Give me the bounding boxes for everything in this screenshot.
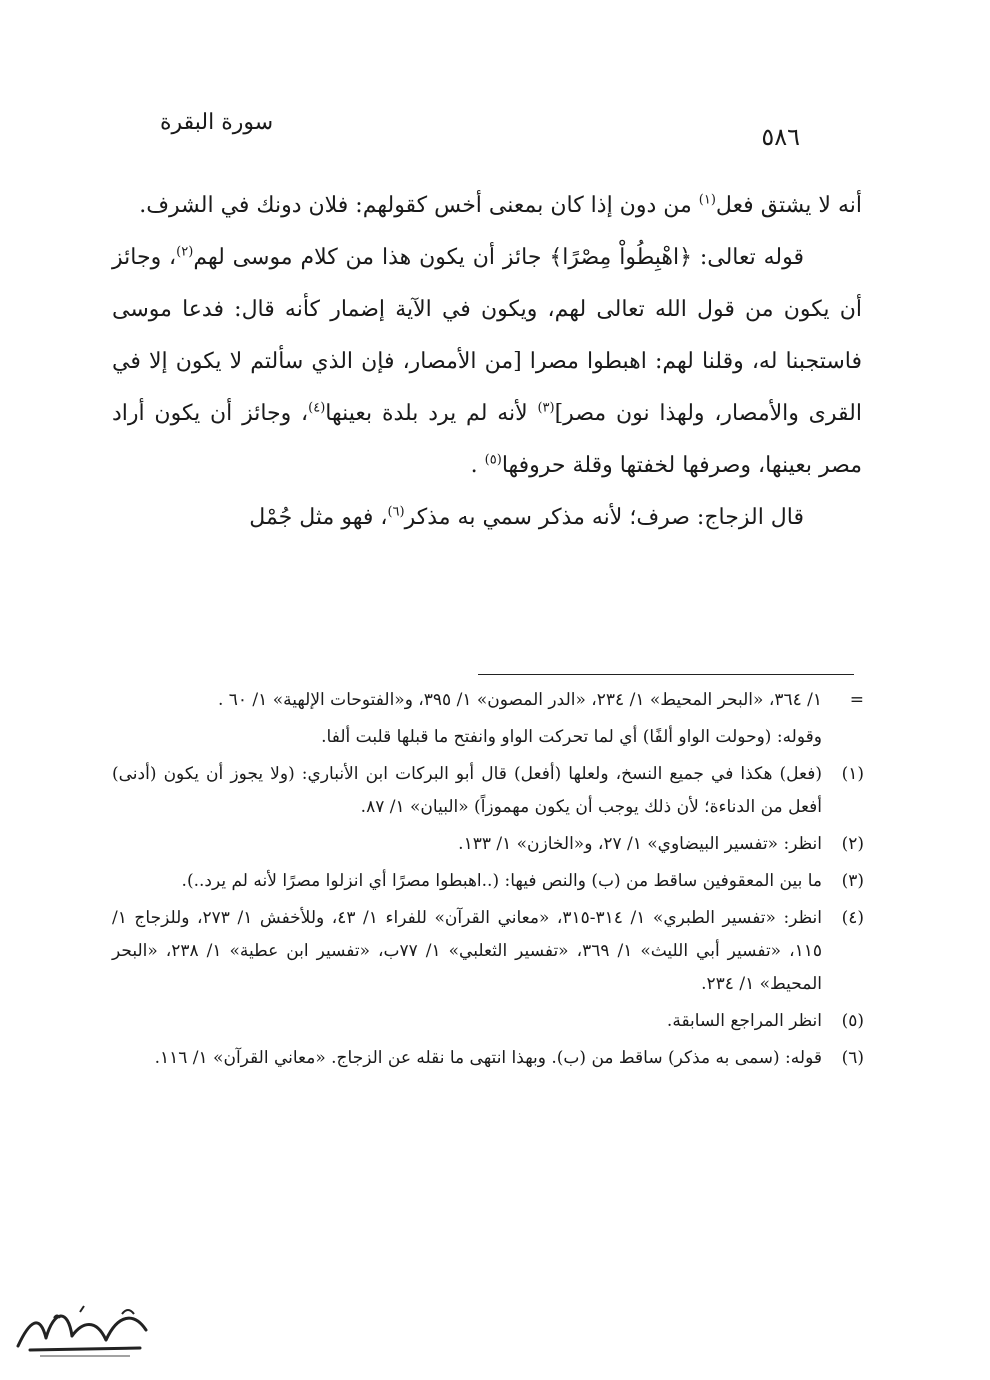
page-header <box>160 105 800 155</box>
footnote-marker: (٢) <box>841 834 864 854</box>
footnote-ref-4[interactable]: (٤) <box>308 400 326 416</box>
footnote-ref-3[interactable]: (٣) <box>537 400 555 416</box>
main-text <box>112 180 862 544</box>
footnote-divider <box>478 674 854 675</box>
footnote-2: (٢) انظر: «تفسير البيضاوي» ١/ ٢٧، و«الخازن» ١/ ١٣٣. <box>112 828 864 861</box>
footnote-marker: (٤) <box>841 908 864 928</box>
continuation-marker: = <box>849 690 864 710</box>
paragraph-1: أنه لا يشتق فعل$^{(١)}$ من دون إذا كان بمعنى أخس كقولهم: فلان دونك في الشرف. <box>139 192 862 218</box>
footnote-marker: (٥) <box>841 1011 864 1031</box>
footnote-4: (٤) انظر: «تفسير الطبري» ١/ ٣١٤-٣١٥، «معاني القرآن» للفراء ١/ ٤٣، وللأخفش ١/ ٢٧٣، وللزجاج ١/ ١١٥، «تفسير أبي الليث» ١/ ٣٦٩، «تفسير الثعلبي» ١/ ٧٧ب، «تفسير ابن عطية» ١/ ٢٣٨، «البحر المحيط» ١/ ٢٣٤. <box>112 902 864 1001</box>
footnote-marker: (١) <box>841 764 864 784</box>
footnotes-section <box>112 684 864 1079</box>
page-number: ٥٨٦ <box>761 123 800 151</box>
footnote-continuation: = ١/ ٣٦٤، «البحر المحيط» ١/ ٢٣٤، «الدر المصون» ١/ ٣٩٥، و«الفتوحات الإلهية» ١/ ٦٠ . <box>112 684 864 717</box>
surah-title: سورة البقرة <box>160 110 274 135</box>
footnote-marker: (٣) <box>841 871 864 891</box>
footnote-note: وقوله: (وحولت الواو ألفًا) أي لما تحركت الواو وانفتح ما قبلها قلبت ألفا. <box>321 727 822 747</box>
footnote-1: (١) (فعل) هكذا في جميع النسخ، ولعلها (أفعل) قال أبو البركات ابن الأنباري: (ولا يجوز أن يكون (أدنى) أفعل من الدناءة؛ لأن ذلك يوجب أن يكون مهموزاً) «البيان» ١/ ٨٧. <box>112 758 864 824</box>
footnote-3: (٣) ما بين المعقوفين ساقط من (ب) والنص فيها: (..اهبطوا مصرًا أي انزلوا مصرًا لأنه لم يرد..). <box>112 865 864 898</box>
paragraph-3: قال الزجاج: صرف؛ لأنه مذكر سمي به مذكر$^{(٦)}$، فهو مثل جُمْل <box>249 504 804 530</box>
footnote-marker: (٦) <box>841 1048 864 1068</box>
publisher-logo <box>10 1300 160 1360</box>
paragraph-2: قوله تعالى: ﴿اهْبِطُواْ مِصْرًا﴾ جائز أن يكون هذا من كلام موسى لهم$^{(٢)}$، وجائز أن يكون من قول الله تعالى لهم، ويكون في الآية إضمار كأنه قال: فدعا موسى فاستجبنا له، وقلنا لهم: اهبطوا مصرا [من الأمصار، فإن الذي سألتم لا يكون إلا في القرى والأمصار، ولهذا نون مصر]$^{(٣)}$ لأنه لم يرد بلدة بعينها$^{(٤)}$، وجائز أن يكون أراد مصر بعينها، وصرفها لخفتها وقلة حروفها$^{(٥)}$ . <box>112 244 862 478</box>
footnote-5: (٥) انظر المراجع السابقة. <box>112 1005 864 1038</box>
footnote-ref-2[interactable]: (٢) <box>176 244 194 260</box>
footnote-6: (٦) قوله: (سمى به مذكر) ساقط من (ب). وبهذا انتهى ما نقله عن الزجاج. «معاني القرآن» ١/ ١١٦. <box>112 1042 864 1075</box>
footnote-ref-1[interactable]: (١) <box>698 192 716 208</box>
footnote-ref-6[interactable]: (٦) <box>387 504 405 520</box>
footnote-ref-5[interactable]: (٥) <box>484 452 502 468</box>
